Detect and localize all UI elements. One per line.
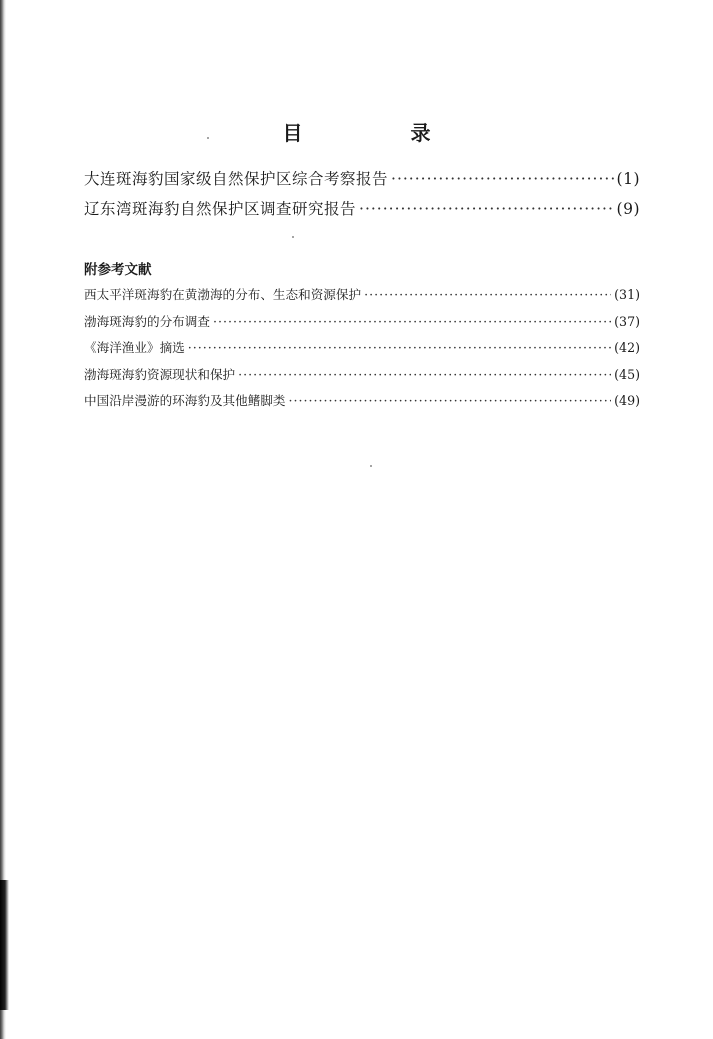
- references-heading: 附参考文献: [84, 262, 152, 278]
- leader-dots: [289, 393, 612, 408]
- reference-entry[interactable]: [84, 390, 640, 417]
- reference-page: (42): [614, 340, 640, 355]
- reference-title: 渤海斑海豹的分布调查: [84, 313, 210, 329]
- reference-entry[interactable]: [84, 284, 640, 311]
- toc-entry[interactable]: [84, 167, 640, 197]
- page-title: 目 录: [282, 121, 475, 145]
- toc-entry-page: (9): [616, 200, 640, 218]
- references-list: [84, 284, 640, 417]
- leader-dots: [238, 367, 611, 382]
- reference-title: 西太平洋斑海豹在黄渤海的分布、生态和资源保护: [84, 287, 362, 302]
- reference-page: (49): [614, 393, 640, 408]
- reference-entry[interactable]: [84, 311, 640, 338]
- leader-dots: [364, 287, 611, 302]
- leader-dots: [359, 200, 614, 218]
- reference-entry[interactable]: [84, 337, 640, 364]
- reference-title: 渤海斑海豹资源现状和保护: [84, 366, 236, 382]
- leader-dots: [213, 314, 611, 329]
- reference-entry[interactable]: [84, 364, 640, 391]
- scan-speck: [370, 465, 372, 467]
- scan-speck: [292, 236, 294, 238]
- reference-title: 《海洋渔业》摘选: [84, 340, 185, 355]
- reference-page: (37): [614, 313, 640, 329]
- table-of-contents: [84, 167, 640, 227]
- toc-entry-title: 辽东湾斑海豹自然保护区调查研究报告: [84, 200, 357, 218]
- leader-dots: [188, 340, 611, 355]
- toc-entry-title: 大连斑海豹国家级自然保护区综合考察报告: [84, 170, 389, 188]
- reference-page: (31): [614, 287, 640, 302]
- toc-entry-page: (1): [616, 170, 640, 188]
- leader-dots: [391, 170, 614, 188]
- toc-entry[interactable]: [84, 197, 640, 227]
- reference-page: (45): [614, 366, 640, 382]
- scan-binding-shadow: [0, 880, 9, 1010]
- reference-title: 中国沿岸漫游的环海豹及其他鳍脚类: [84, 393, 286, 408]
